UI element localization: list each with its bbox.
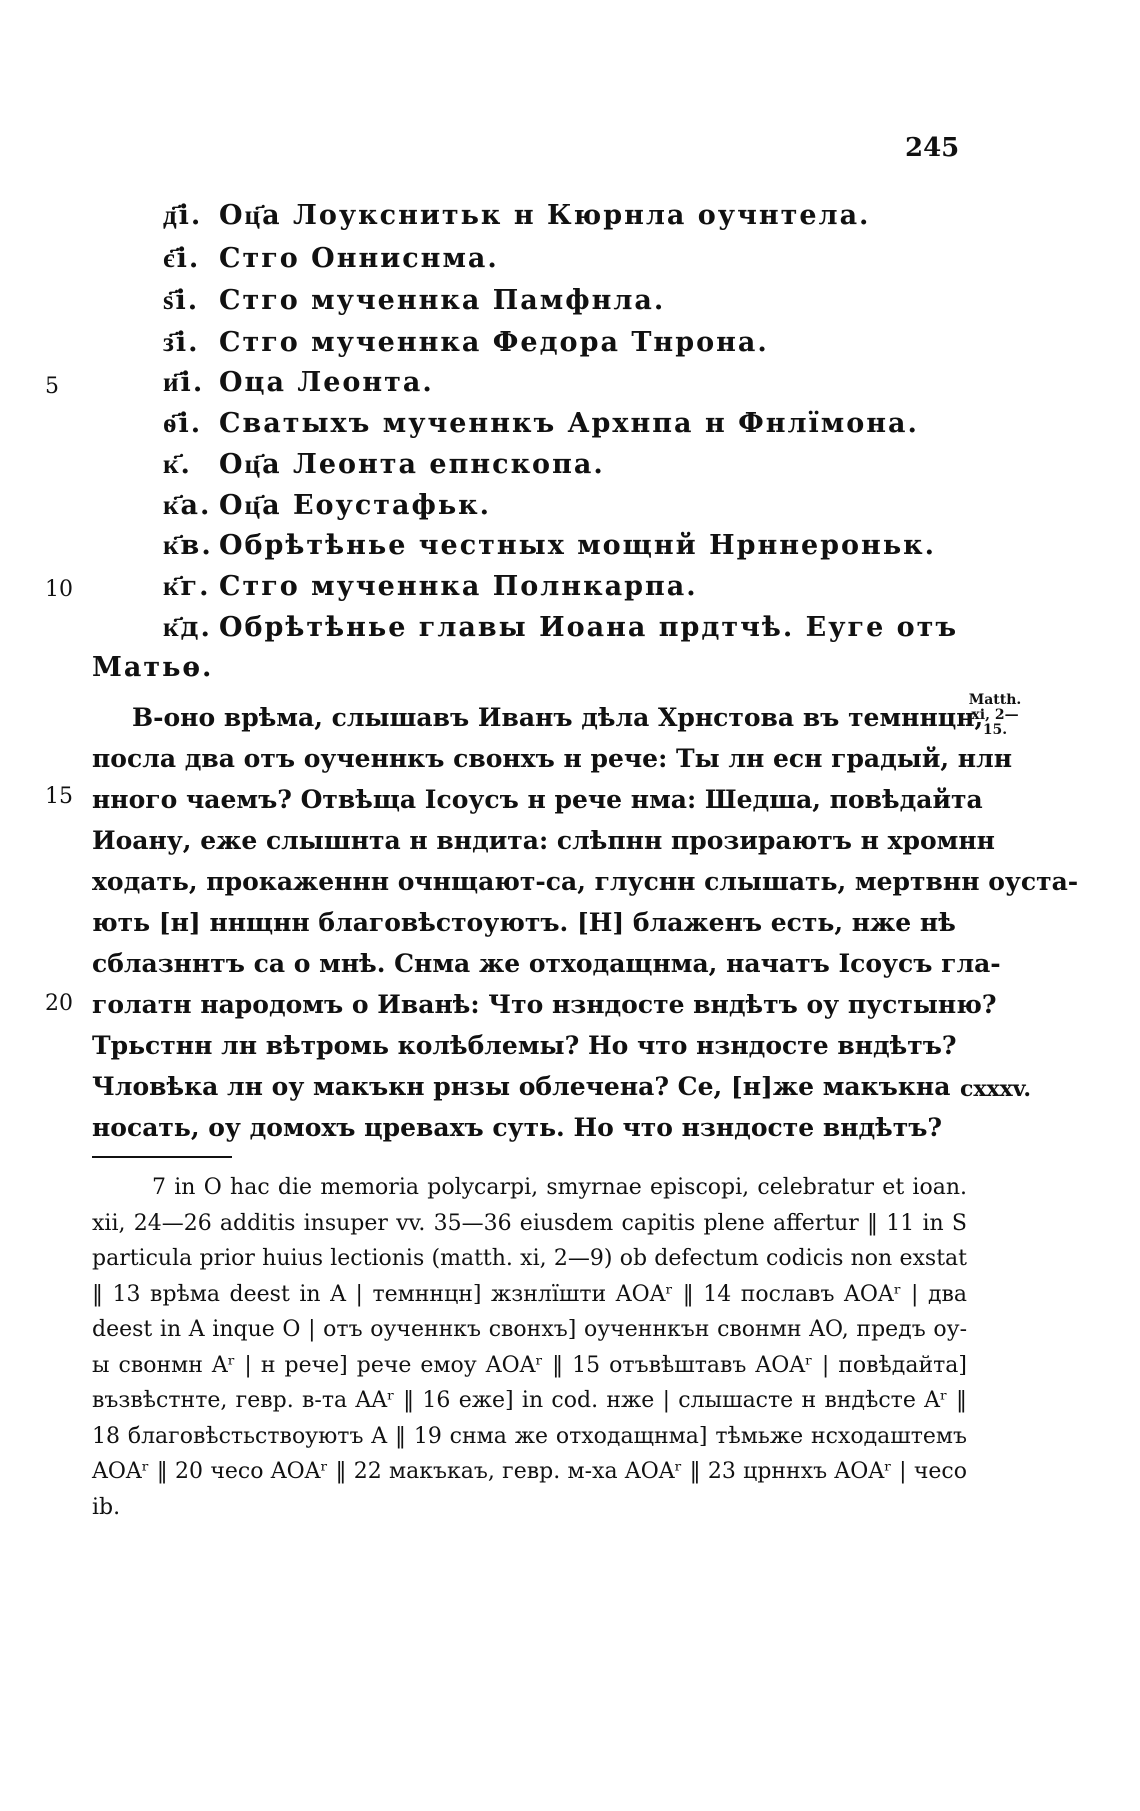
footnote-rule — [92, 1156, 232, 1158]
calendar-entry — [163, 612, 958, 643]
entry-text: Оц҃а Лоукснитьк н Кюрнла оучнтела. — [219, 200, 871, 231]
line-number: 5 — [45, 374, 59, 399]
entry-number: к҃а. — [163, 490, 212, 521]
calendar-entry — [163, 327, 769, 358]
calendar-entry — [163, 243, 499, 274]
gospel-line: нного чаемъ? Отвѣща Ісоусъ н рече нма: Шедша, повѣдайта — [92, 785, 983, 814]
entry-number: ѳ҃і. — [163, 408, 203, 439]
gospel-line: сблазннтъ са о мнѣ. Снма же отходащнма, начатъ Ісоусъ гла- — [92, 949, 1001, 978]
calendar-entry — [163, 449, 605, 480]
gospel-line: ють [н] ннщнн благовѣстоуютъ. [Н] блаженъ есть, нже нѣ — [92, 908, 956, 937]
gospel-line: носать, оу домохъ цревахъ суть. Но что нзндосте вндѣтъ? — [92, 1113, 943, 1142]
gospel-line: В-оно врѣма, слышавъ Иванъ дѣла Хрнстова въ темннцн, — [132, 703, 984, 732]
gospel-line: ходать, прокаженнн очнщают-са, глуснн слышать, мертвнн оуста- — [92, 867, 1079, 896]
gospel-line: голатн народомъ о Иванѣ: Что нзндосте вндѣтъ оу пустыню? — [92, 990, 997, 1019]
entry-number: и҃і. — [163, 367, 205, 398]
entry-number: к҃. — [163, 449, 192, 480]
entry-text: Обрѣтѣнье честных мощнй Нрннероньк. — [219, 530, 937, 561]
entry-text: Оца Леонта. — [219, 367, 434, 398]
line-number: 10 — [45, 577, 73, 602]
entry-text: Стго мученнка Полнкарпа. — [219, 571, 698, 602]
calendar-entry — [163, 367, 434, 398]
margin-code: cxxxv. — [960, 1076, 1031, 1102]
entry-text: Оц҃а Еоустафьк. — [219, 490, 492, 521]
entry-text: Стго мученнка Памфнла. — [219, 285, 666, 316]
entry-number: к҃в. — [163, 530, 213, 561]
calendar-continuation: Матьѳ. — [92, 652, 214, 683]
page-number: 245 — [905, 133, 960, 163]
entry-number: ѕ҃і. — [163, 285, 200, 316]
line-number: 15 — [45, 784, 73, 809]
line-number: 20 — [45, 991, 73, 1016]
entry-number: є҃і. — [163, 243, 201, 274]
entry-text: Стго мученнка Федора Тнрона. — [219, 327, 769, 358]
margin-reference: Matth. xi, 2—15. — [968, 692, 1022, 738]
calendar-entry — [163, 490, 491, 521]
calendar-entry — [163, 530, 936, 561]
calendar-entry — [163, 571, 698, 602]
entry-number: з҃і. — [163, 327, 200, 358]
calendar-entry — [163, 200, 870, 231]
entry-number: к҃д. — [163, 612, 212, 643]
gospel-line: Иоану, еже слышнта н вндита: слѣпнн прозираютъ н хромнн — [92, 826, 995, 855]
entry-text: Оц҃а Леонта епнскопа. — [219, 449, 605, 480]
entry-number: к҃г. — [163, 571, 211, 602]
entry-number: д҃і. — [163, 200, 203, 231]
entry-text: Стго Онниснма. — [219, 243, 499, 274]
gospel-line: Трьстнн лн вѣтромь колѣблемы? Но что нзндосте вндѣтъ? — [92, 1031, 957, 1060]
gospel-line: посла два отъ оученнкъ свонхъ н рече: Ты лн есн градый, нлн — [92, 744, 1013, 773]
calendar-entry — [163, 408, 919, 439]
footnote — [92, 1170, 967, 1525]
footnote-text: 7 in O hac die memoria polycarpi, smyrnae episcopi, celebratur et ioan. xii, 24—26 additis insuper vv. 35—36 eiusdem capitis plene affertur ‖ 11 in S particula prior huius lectionis (matth. xi, 2—9) ob defectum codicis non exstat ‖ 13 врѣма deest in A | темннцн] жзнлїшти AOAʳ ‖ 14 пославъ AOAʳ | два deest in A inque O | отъ оученнкъ свонхъ] оученнкън свонмн AO, предъ оу-ы свонмн Aʳ | н рече] рече емоу AOAʳ ‖ 15 отъвѣштавъ AOAʳ | повѣдайта] възвѣстнте, гевр. в-та AAʳ ‖ 16 еже] in cod. нже | слышасте н вндѣсте Aʳ ‖ 18 благовѣстьствоуютъ A ‖ 19 снма же отходащнма] тѣмьже нсходаштемъ AOAʳ ‖ 20 чесо AOAʳ ‖ 22 макъкаъ, гевр. м-ха AOAʳ ‖ 23 црннхъ AOAʳ | чесо ib. — [92, 1175, 967, 1520]
gospel-line: Чловѣка лн оу макъкн рнзы облечена? Се, [н]же макъкна — [92, 1072, 951, 1101]
entry-text: Обрѣтѣнье главы Иоана прдтчѣ. Еуге отъ — [219, 612, 959, 643]
calendar-entry — [163, 285, 665, 316]
entry-text: Сватыхъ мученнкъ Архнпа н Фнлїмона. — [219, 408, 919, 439]
